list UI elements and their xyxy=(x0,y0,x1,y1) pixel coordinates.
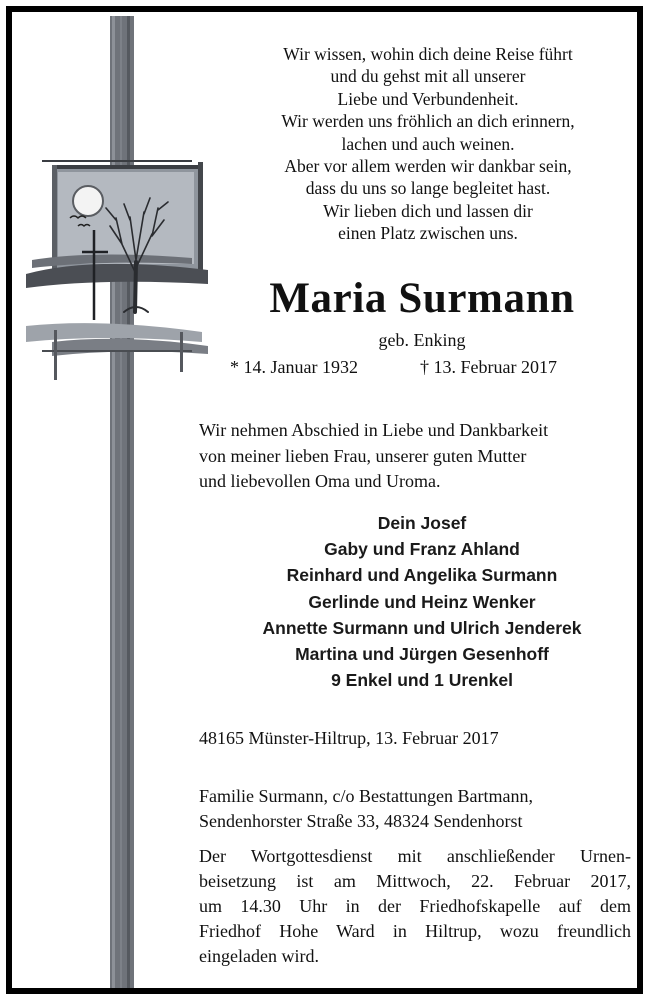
cross-tree-artwork xyxy=(12,12,212,994)
service-line: Friedhof Hohe Ward in Hiltrup, wozu freundlich xyxy=(199,921,631,941)
poem-line: einen Platz zwischen uns. xyxy=(338,223,518,244)
poem-line: dass du uns so lange begleitet hast. xyxy=(305,178,551,199)
mourners-list xyxy=(202,510,642,693)
poem-line: und du gehst mit all unserer xyxy=(330,66,526,87)
address-line: Familie Surmann, c/o Bestattungen Bartmann, xyxy=(199,786,533,806)
mourner: Martina und Jürgen Gesenhoff xyxy=(295,644,549,665)
death-date: † 13. Februar 2017 xyxy=(420,357,557,377)
mourner: Reinhard und Angelika Surmann xyxy=(286,565,558,586)
poem-line: Wir wissen, wohin dich deine Reise führt xyxy=(283,44,573,64)
farewell-text xyxy=(199,418,631,495)
poem-line: Wir lieben dich und lassen dir xyxy=(323,200,533,221)
service-line: um 14.30 Uhr in der Friedhofskapelle auf dem xyxy=(199,896,631,916)
family-address xyxy=(199,784,533,834)
address-line: Sendenhorster Straße 33, 48324 Sendenhorst xyxy=(199,811,523,831)
mourner: Gaby und Franz Ahland xyxy=(324,539,520,560)
deceased-name: Maria Surmann xyxy=(269,275,575,322)
poem-line: Liebe und Verbundenheit. xyxy=(337,88,519,109)
farewell-line: von meiner lieben Frau, unserer guten Mutter xyxy=(199,445,527,466)
poem-line: lachen und auch weinen. xyxy=(341,133,515,154)
place-and-date: 48165 Münster-Hiltrup, 13. Februar 2017 xyxy=(199,728,499,748)
poem xyxy=(208,43,643,245)
birth-date: * 14. Januar 1932 xyxy=(230,357,358,377)
mourner: Gerlinde und Heinz Wenker xyxy=(308,591,536,612)
landscape-picture xyxy=(26,160,208,380)
farewell-line: und liebevollen Oma und Uroma. xyxy=(199,471,441,491)
poem-line: Aber vor allem werden wir dankbar sein, xyxy=(284,156,572,177)
service-line: beisetzung ist am Mittwoch, 22. Februar 2017, xyxy=(199,871,631,891)
birth-name: geb. Enking xyxy=(378,330,466,350)
poem-line: Wir werden uns fröhlich an dich erinnern, xyxy=(281,111,575,132)
funeral-service-info xyxy=(199,844,631,969)
mourner: 9 Enkel und 1 Urenkel xyxy=(331,670,513,691)
service-line: eingeladen wird. xyxy=(199,946,319,966)
service-line: Der Wortgottesdienst mit anschließender Urnen- xyxy=(199,846,631,866)
moon-icon xyxy=(73,186,103,216)
obituary-notice xyxy=(6,6,643,994)
mourner: Dein Josef xyxy=(377,513,467,533)
mourner: Annette Surmann und Ulrich Jenderek xyxy=(262,617,582,638)
farewell-line: Wir nehmen Abschied in Liebe und Dankbarkeit xyxy=(199,420,549,440)
